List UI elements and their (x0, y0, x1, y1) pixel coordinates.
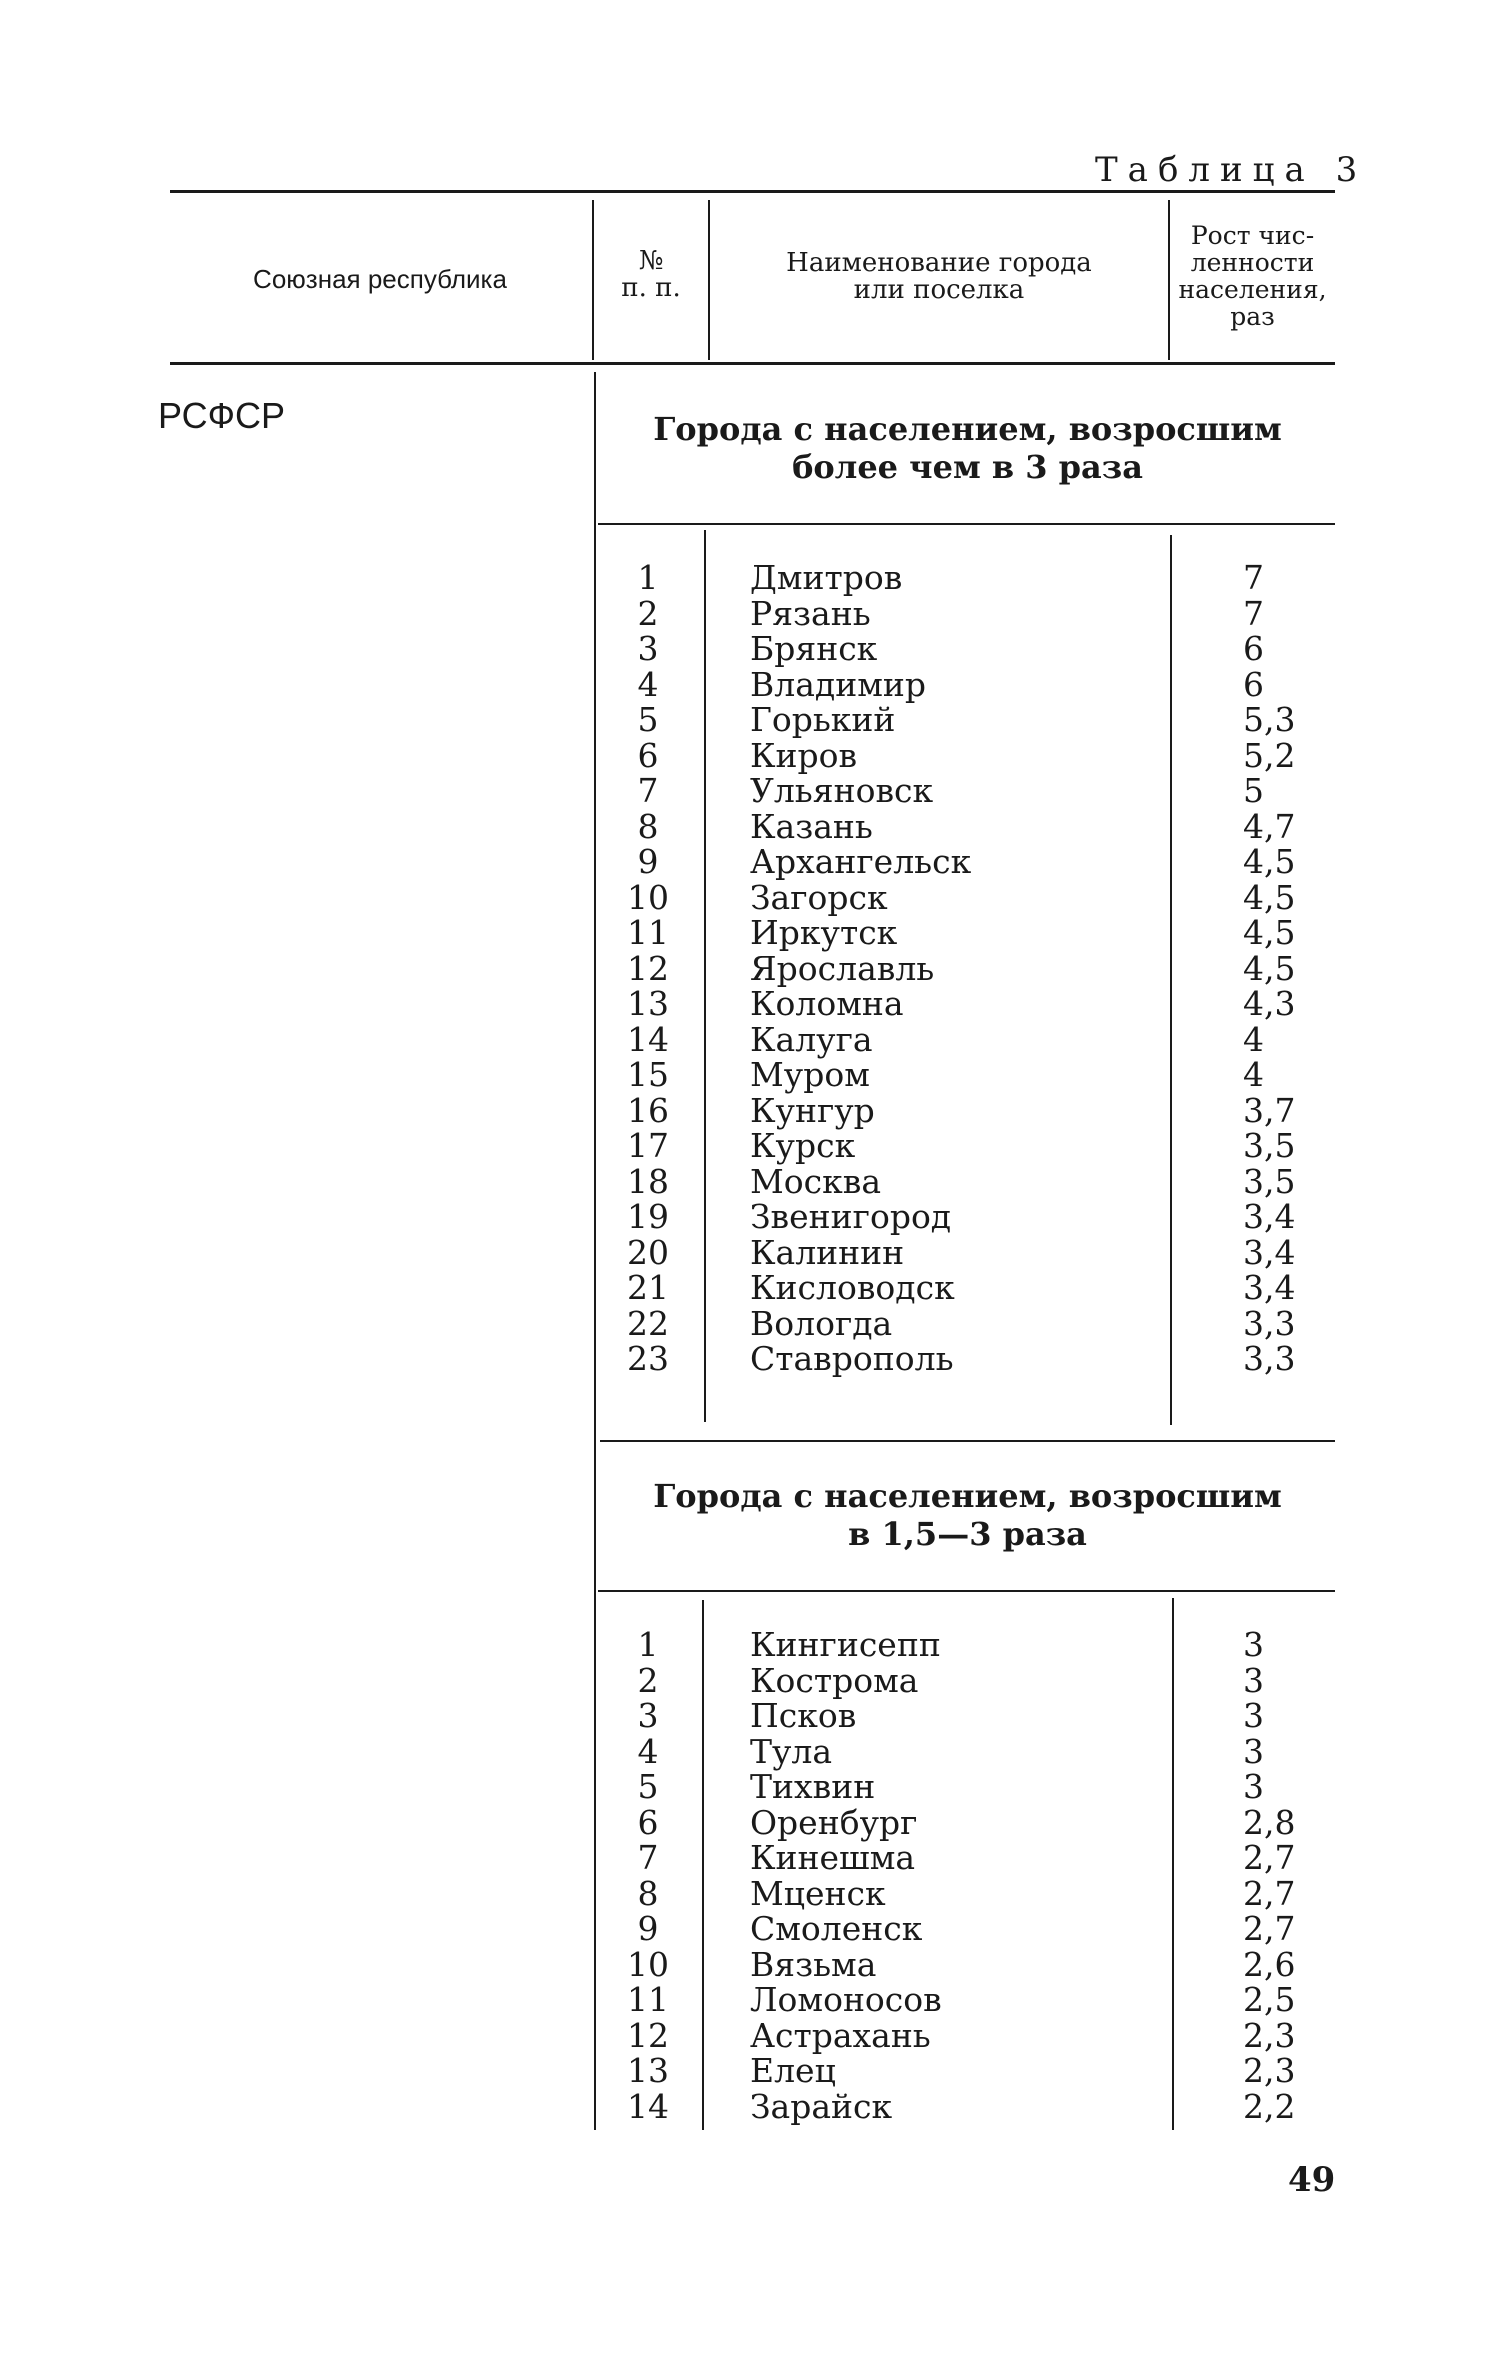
table-row (613, 631, 1333, 667)
table-row (613, 1769, 1333, 1805)
header-number-line2: п. п. (621, 273, 681, 303)
row-city: Загорск (750, 877, 888, 917)
row-growth-value: 2,6 (1243, 1944, 1296, 1984)
row-growth-value: 4,5 (1243, 877, 1296, 917)
table-row (613, 2086, 1333, 2126)
row-growth-value: 4 (1243, 1055, 1264, 1094)
row-number: 6 (637, 735, 659, 775)
row-growth-value: 4,5 (1243, 842, 1296, 881)
row-number: 6 (637, 1802, 659, 1842)
row-city: Горький (750, 700, 896, 739)
row-city: Смоленск (750, 1909, 923, 1948)
row-number: 1 (637, 558, 659, 597)
table-row (613, 1341, 1333, 1377)
header-bottom-rule (170, 362, 1335, 365)
row-number: 23 (627, 1339, 669, 1378)
row-number: 4 (637, 1731, 659, 1771)
row-number: 2 (637, 1660, 659, 1700)
table-row (613, 702, 1333, 738)
header-top-rule (170, 190, 1335, 193)
row-number: 8 (637, 806, 659, 846)
table-row (613, 806, 1333, 846)
row-growth-value: 3 (1243, 1731, 1264, 1771)
table-row (613, 915, 1333, 951)
table-row (613, 1057, 1333, 1093)
row-number: 3 (637, 629, 659, 668)
row-number: 11 (627, 913, 669, 952)
row-number: 12 (627, 2015, 669, 2055)
row-growth-value: 3,5 (1243, 1126, 1296, 1165)
table-row (613, 1731, 1333, 1771)
table-row (613, 593, 1333, 633)
table-row (613, 1660, 1333, 1700)
table-row (613, 1128, 1333, 1164)
row-number: 12 (627, 948, 669, 988)
header-number (594, 248, 708, 302)
page-number: 49 (1288, 2160, 1336, 2200)
row-city: Казань (750, 806, 873, 846)
row-growth-value: 2,7 (1243, 1838, 1296, 1877)
section2-title-rule (598, 1590, 1335, 1592)
row-growth-value: 3 (1243, 1625, 1264, 1664)
row-city: Калинин (750, 1232, 905, 1272)
row-number: 14 (627, 1019, 669, 1059)
table-row (613, 1232, 1333, 1272)
table-row (613, 735, 1333, 775)
row-growth-value: 7 (1243, 558, 1264, 597)
row-number: 1 (637, 1625, 659, 1664)
table-row (613, 1944, 1333, 1984)
row-number: 5 (637, 1767, 659, 1806)
row-city: Кингисепп (750, 1625, 941, 1664)
row-city: Курск (750, 1126, 856, 1165)
row-growth-value: 2,3 (1243, 2051, 1296, 2090)
row-growth-value: 2,5 (1243, 1980, 1296, 2019)
row-growth-value: 2,2 (1243, 2086, 1296, 2126)
row-city: Коломна (750, 984, 904, 1023)
row-growth-value: 6 (1243, 664, 1264, 704)
table-row (613, 1982, 1333, 2018)
header-growth-line4: раз (1230, 302, 1275, 331)
row-city: Ульяновск (750, 771, 934, 810)
table-row (613, 2053, 1333, 2089)
header-number-line1: № (638, 246, 664, 276)
header-growth-line2: ленности (1190, 248, 1315, 277)
row-city: Ярославль (750, 948, 935, 988)
row-number: 10 (627, 1944, 669, 1984)
row-city: Москва (750, 1161, 882, 1201)
row-number: 14 (627, 2086, 669, 2126)
table-row (613, 1627, 1333, 1663)
row-number: 10 (627, 877, 669, 917)
row-city: Псков (750, 1696, 857, 1735)
row-growth-value: 3,4 (1243, 1232, 1296, 1272)
row-city: Зарайск (750, 2086, 893, 2126)
row-growth-value: 3 (1243, 1767, 1264, 1806)
row-growth-value: 4,5 (1243, 948, 1296, 988)
section1-title-rule (598, 523, 1335, 525)
row-city: Архангельск (750, 842, 972, 881)
header-name-line1: Наименование города (786, 248, 1092, 278)
row-number: 22 (627, 1303, 669, 1343)
row-city: Астрахань (750, 2015, 931, 2055)
row-growth-value: 2,3 (1243, 2015, 1296, 2055)
row-growth-value: 3,3 (1243, 1303, 1296, 1343)
section2-title (600, 1477, 1335, 1553)
row-city: Брянск (750, 629, 878, 668)
table-row (613, 1698, 1333, 1734)
table-row (613, 1840, 1333, 1876)
row-growth-value: 5,3 (1243, 700, 1296, 739)
row-number: 9 (637, 1909, 659, 1948)
header-growth (1170, 222, 1335, 330)
row-growth-value: 3,5 (1243, 1161, 1296, 1201)
row-city: Кострома (750, 1660, 919, 1700)
section2-rows (613, 1627, 1333, 2124)
row-number: 19 (627, 1197, 669, 1236)
table-row (613, 844, 1333, 880)
row-city: Рязань (750, 593, 871, 633)
row-number: 16 (627, 1090, 669, 1130)
row-growth-value: 6 (1243, 629, 1264, 668)
section2-title-line2: в 1,5—3 раза (848, 1515, 1087, 1553)
row-number: 5 (637, 700, 659, 739)
row-city: Звенигород (750, 1197, 952, 1236)
table-row (613, 664, 1333, 704)
header-republic-label: Союзная республика (253, 264, 507, 294)
section1-title-line2: более чем в 3 раза (792, 448, 1143, 486)
row-growth-value: 5,2 (1243, 735, 1296, 775)
row-city: Иркутск (750, 913, 898, 952)
table-row (613, 1911, 1333, 1947)
table-row (613, 1303, 1333, 1343)
section1-title-line1: Города с населением, возросшим (653, 410, 1282, 448)
row-growth-value: 4,7 (1243, 806, 1296, 846)
row-number: 3 (637, 1696, 659, 1735)
row-growth-value: 4,5 (1243, 913, 1296, 952)
table-title: Таблица 3 (1095, 150, 1368, 190)
row-city: Ломоносов (750, 1980, 942, 2019)
row-growth-value: 2,8 (1243, 1802, 1296, 1842)
row-number: 2 (637, 593, 659, 633)
row-growth-value: 4,3 (1243, 984, 1296, 1023)
row-city: Вологда (750, 1303, 893, 1343)
table-row (613, 773, 1333, 809)
row-number: 15 (627, 1055, 669, 1094)
header-growth-line1: Рост чис- (1190, 221, 1315, 250)
row-city: Вязьма (750, 1944, 877, 1984)
table-row (613, 1199, 1333, 1235)
table-row (613, 1090, 1333, 1130)
row-city: Муром (750, 1055, 870, 1094)
table-row (613, 1802, 1333, 1842)
row-growth-value: 3,4 (1243, 1268, 1296, 1307)
row-city: Елец (750, 2051, 836, 2090)
row-number: 7 (637, 771, 659, 810)
row-city: Оренбург (750, 1802, 918, 1842)
row-city: Тула (750, 1731, 833, 1771)
section2-top-rule (600, 1440, 1335, 1442)
row-city: Дмитров (750, 558, 903, 597)
row-city: Кунгур (750, 1090, 875, 1130)
table-row (613, 2015, 1333, 2055)
header-name-line2: или поселка (853, 275, 1025, 305)
republic-label: РСФСР (158, 395, 285, 436)
row-number: 17 (627, 1126, 669, 1165)
body-left-rule (594, 372, 596, 2130)
row-number: 7 (637, 1838, 659, 1877)
table-row (613, 1019, 1333, 1059)
row-growth-value: 2,7 (1243, 1873, 1296, 1913)
table-row (613, 560, 1333, 596)
row-city: Ставрополь (750, 1339, 954, 1378)
row-growth-value: 3,3 (1243, 1339, 1296, 1378)
row-city: Калуга (750, 1019, 873, 1059)
row-city: Кинешма (750, 1838, 916, 1877)
row-city: Владимир (750, 664, 926, 704)
row-city: Кисловодск (750, 1268, 955, 1307)
table-row (613, 1270, 1333, 1306)
row-number: 21 (627, 1268, 669, 1307)
row-growth-value: 3,7 (1243, 1090, 1296, 1130)
header-growth-line3: населения, (1178, 275, 1327, 304)
row-number: 18 (627, 1161, 669, 1201)
row-number: 20 (627, 1232, 669, 1272)
row-number: 8 (637, 1873, 659, 1913)
row-growth-value: 7 (1243, 593, 1264, 633)
header-name (710, 250, 1168, 304)
row-growth-value: 5 (1243, 771, 1264, 810)
table-row (613, 877, 1333, 917)
table-row (613, 1873, 1333, 1913)
row-number: 13 (627, 984, 669, 1023)
row-city: Киров (750, 735, 858, 775)
row-number: 13 (627, 2051, 669, 2090)
section1-title (600, 410, 1335, 486)
row-growth-value: 3 (1243, 1660, 1264, 1700)
row-city: Мценск (750, 1873, 886, 1913)
table-row (613, 1161, 1333, 1201)
row-growth-value: 4 (1243, 1019, 1264, 1059)
row-growth-value: 3 (1243, 1696, 1264, 1735)
table-row (613, 986, 1333, 1022)
row-number: 9 (637, 842, 659, 881)
header-republic (170, 266, 590, 293)
row-number: 4 (637, 664, 659, 704)
table-row (613, 948, 1333, 988)
row-number: 11 (627, 1980, 669, 2019)
section2-title-line1: Города с населением, возросшим (653, 1477, 1282, 1515)
row-growth-value: 2,7 (1243, 1909, 1296, 1948)
row-city: Тихвин (750, 1767, 876, 1806)
row-growth-value: 3,4 (1243, 1197, 1296, 1236)
section1-rows (613, 560, 1333, 1377)
